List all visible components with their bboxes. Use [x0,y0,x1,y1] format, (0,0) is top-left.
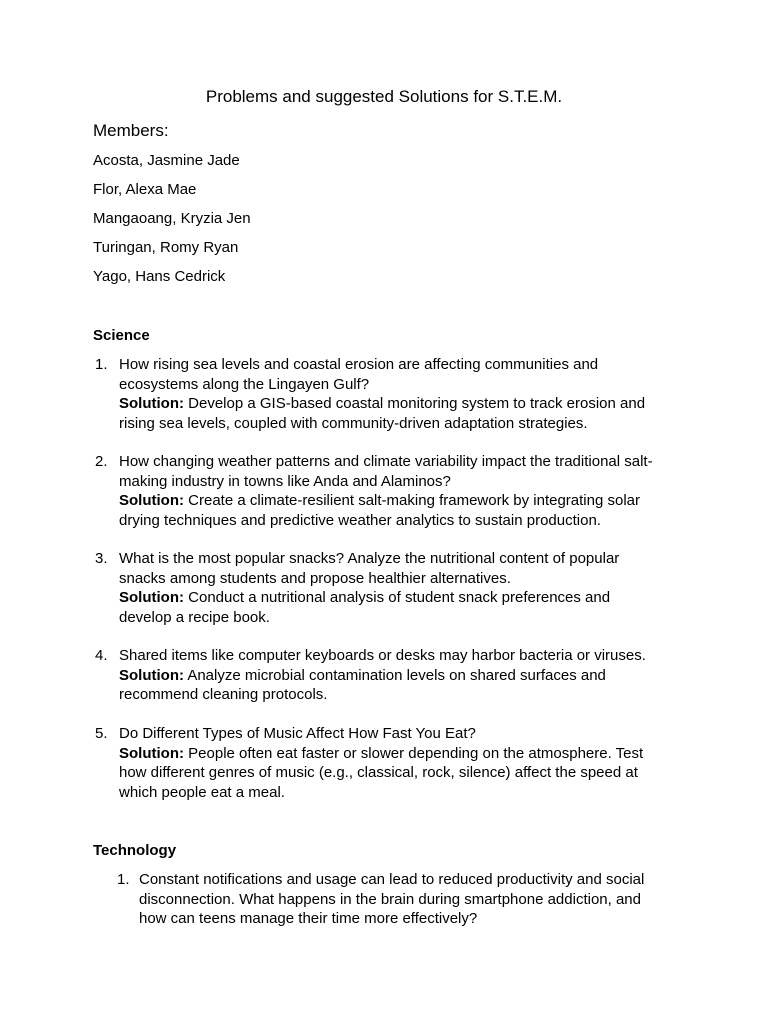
item-body [119,724,679,802]
solution-line: rising sea levels, coupled with community-driven adaptation strategies. [119,414,588,432]
question-line: ecosystems along the Lingayen Gulf? [119,375,370,393]
page-title: Problems and suggested Solutions for S.T.E.M. [205,87,563,106]
solution-line: which people eat a meal. [119,783,285,801]
solution-text: Create a climate-resilient salt-making framework by integrating solar [188,492,640,509]
member-name: Mangaoang, Kryzia Jen [93,210,251,227]
question-line: What is the most popular snacks? Analyze the nutritional content of popular [119,550,620,567]
item-body [139,870,679,929]
member-name: Yago, Hans Cedrick [93,268,226,285]
solution-label: Solution: [119,666,184,684]
solution-label: Solution: [119,589,184,606]
solution-line [119,588,679,608]
solution-line [119,666,679,686]
item-number: 1. [95,356,108,373]
item-body [119,355,679,433]
solution-label: Solution: [119,744,184,762]
solution-text: Conduct a nutritional analysis of student snack preferences and [188,589,611,606]
solution-text: Analyze microbial contamination levels on shared surfaces and [187,666,606,684]
question-line: how can teens manage their time more effectively? [139,910,478,927]
question-line: making industry in towns like Anda and Alaminos? [119,472,451,490]
item-body [119,646,679,705]
member-name: Acosta, Jasmine Jade [93,152,240,169]
item-number: 5. [95,725,108,742]
science-heading: Science [93,327,150,344]
question-line: disconnection. What happens in the brain during smartphone addiction, and [139,890,641,908]
question-line: Do Different Types of Music Affect How Fast You Eat? [119,725,476,742]
question-line: How rising sea levels and coastal erosion are affecting communities and [119,356,599,373]
members-heading: Members: [93,121,169,140]
solution-text: People often eat faster or slower depending on the atmosphere. Test [188,744,644,762]
solution-line: drying techniques and predictive weather analytics to sustain production. [119,511,601,529]
member-name: Flor, Alexa Mae [93,181,197,198]
solution-line: recommend cleaning protocols. [119,686,328,703]
solution-line [119,394,679,414]
item-number: 4. [95,647,108,664]
solution-line: develop a recipe book. [119,608,270,626]
item-number: 1. [117,871,130,888]
item-body [119,549,679,627]
question-line: Shared items like computer keyboards or desks may harbor bacteria or viruses. [119,647,646,664]
technology-heading: Technology [93,842,177,859]
question-line: snacks among students and propose healthier alternatives. [119,569,511,587]
member-name: Turingan, Romy Ryan [93,239,239,256]
question-line: How changing weather patterns and climate variability impact the traditional salt- [119,453,653,470]
solution-label: Solution: [119,492,184,509]
item-number: 3. [95,550,108,567]
solution-line [119,744,679,764]
solution-line: how different genres of music (e.g., classical, rock, silence) affect the speed at [119,764,638,781]
solution-text: Develop a GIS-based coastal monitoring system to track erosion and [188,395,646,412]
item-number: 2. [95,453,108,470]
item-body [119,452,679,530]
question-line: Constant notifications and usage can lead to reduced productivity and social [139,871,645,888]
solution-label: Solution: [119,395,184,412]
solution-line [119,491,679,511]
